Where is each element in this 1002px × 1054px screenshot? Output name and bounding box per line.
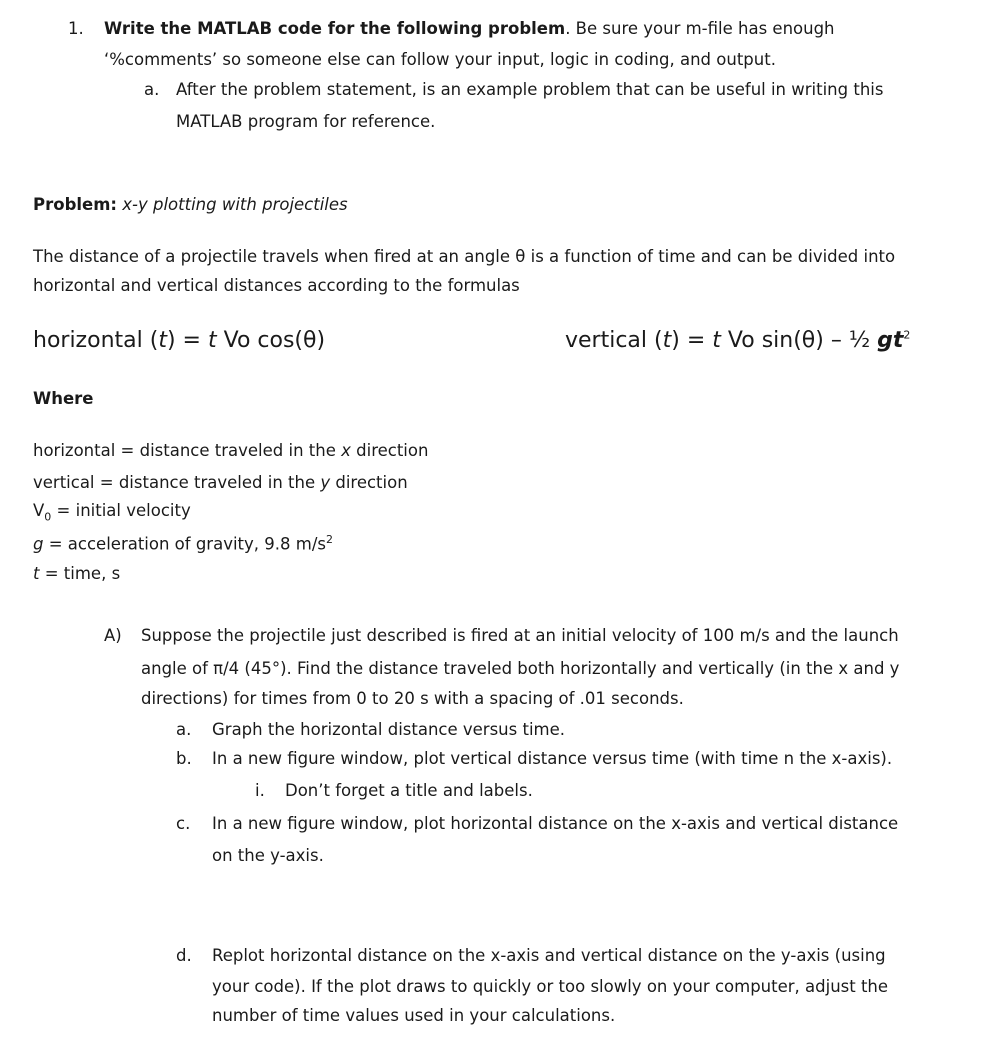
question-lead-bold: Write the MATLAB code for the following problem [104,19,566,38]
horiz-mid: ) = [166,328,208,353]
question-number: 1. [68,19,84,38]
def-vertical-text: vertical = distance traveled in the [33,473,321,492]
partA-c-label: c. [176,814,191,833]
partA-label: A) [104,626,122,645]
vert-t: t [662,328,672,353]
def-horizontal [33,441,428,460]
partA-c-line-2: on the y-axis. [212,846,324,865]
def-y: y [320,473,331,492]
question-line-1 [104,19,835,38]
partA-a-label: a. [176,720,192,739]
def-v0-sub: 0 [44,510,52,524]
partA-d-line-3: number of time values used in your calculations. [212,1006,616,1025]
partA-b-text: In a new figure window, plot vertical distance versus time (with time n the x-axis). [212,749,893,768]
horiz-rhs: Vo cos(θ) [216,328,326,353]
problem-title: x-y plotting with projectiles [122,195,348,214]
partA-d-line-2: your code). If the plot draws to quickly or too slowly on your computer, adjust the [212,977,889,996]
partA-line-1: Suppose the projectile just described is fired at an initial velocity of 100 m/s and the launch [141,626,899,645]
def-horizontal-text: horizontal = distance traveled in the [33,441,342,460]
question-lead-rest: . Be sure your m-file has enough [565,19,835,38]
vertical-equation [565,328,910,353]
horiz-lhs: horizontal ( [33,328,159,353]
vert-gt: gt [877,328,904,353]
vert-t-factor: t [712,328,721,353]
def-vertical-end: direction [330,473,408,492]
partA-d-label: d. [176,946,192,965]
partA-line-2: angle of π/4 (45°). Find the distance traveled both horizontally and vertically (in the x and y [141,659,900,678]
def-t-text: = time, s [39,564,121,583]
question-line-2: ‘%comments’ so someone else can follow your input, logic in coding, and output. [104,50,776,69]
vert-mid: ) = [671,328,713,353]
def-t-symbol: t [33,564,40,583]
horiz-t: t [158,328,167,353]
sub-a-label: a. [144,80,160,99]
def-v0-V: V [33,501,45,520]
def-v0-text: = initial velocity [51,501,191,520]
vert-exp: 2 [903,328,911,342]
partA-bi-label: i. [255,781,265,800]
vert-rhs: Vo sin(θ) – ½ [720,328,878,353]
sub-a-line-1: After the problem statement, is an example problem that can be useful in writing this [176,80,884,99]
problem-label: Problem: [33,195,118,214]
problem-desc-line-1: The distance of a projectile travels when fired at an angle θ is a function of time and can be divided into [33,247,896,266]
where-label: Where [33,389,94,408]
def-g [33,533,333,554]
horiz-t-factor: t [207,328,217,353]
horizontal-equation [33,328,325,353]
partA-a-text: Graph the horizontal distance versus time. [212,720,566,739]
partA-bi-text: Don’t forget a title and labels. [285,781,533,800]
problem-desc-line-2: horizontal and vertical distances according to the formulas [33,276,520,295]
partA-b-label: b. [176,749,192,768]
partA-d-line-1: Replot horizontal distance on the x-axis and vertical distance on the y-axis (using [212,946,886,965]
def-v0 [33,501,191,523]
def-vertical [33,473,408,492]
partA-line-3: directions) for times from 0 to 20 s with a spacing of .01 seconds. [141,689,684,708]
def-t [33,564,120,583]
def-x: x [341,441,351,460]
def-g-exp: 2 [326,533,333,546]
vert-lhs: vertical ( [565,328,663,353]
partA-c-line-1: In a new figure window, plot horizontal distance on the x-axis and vertical distance [212,814,899,833]
def-horizontal-end: direction [350,441,429,460]
def-g-text: = acceleration of gravity, 9.8 m/s [43,534,326,554]
problem-heading [33,195,348,214]
def-g-symbol: g [33,534,44,554]
sub-a-line-2: MATLAB program for reference. [176,112,436,131]
